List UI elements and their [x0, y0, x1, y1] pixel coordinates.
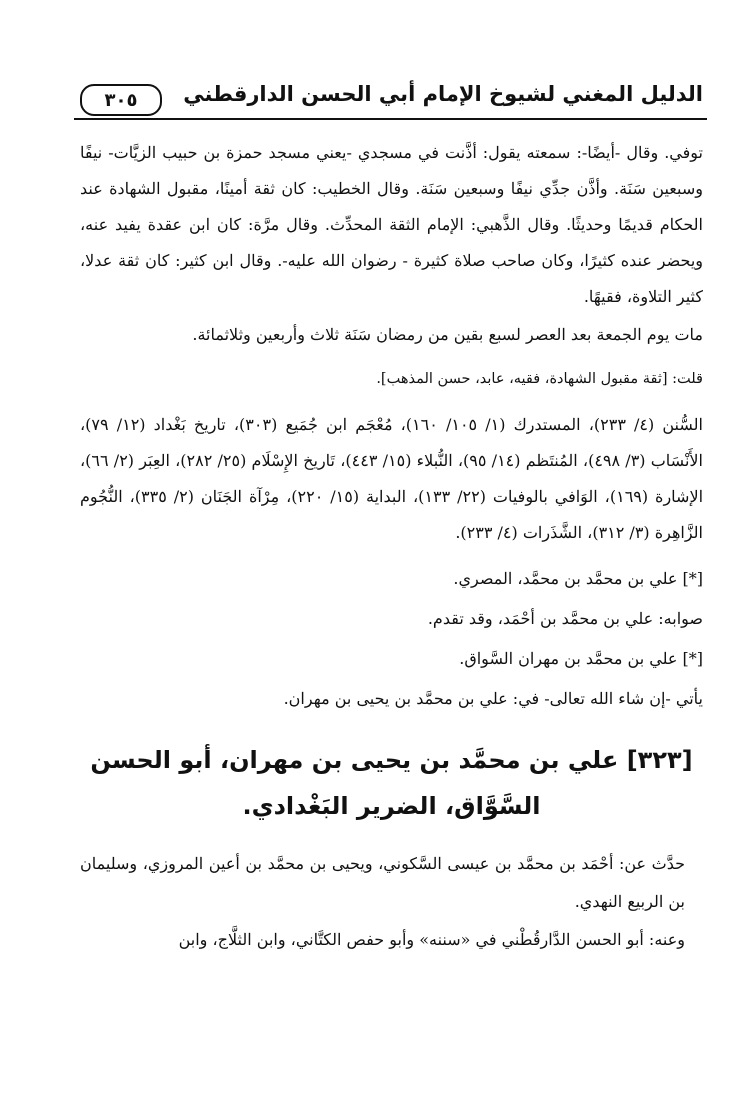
entry-line: يأتي -إن شاء الله تعالى- في: علي بن محمَّد بن يحيى بن مهران.: [283, 689, 703, 708]
running-title: الدليل المغني لشيوخ الإمام أبي الحسن الدارقطني: [183, 82, 703, 106]
biography-paragraph: توفي. وقال -أيضًا-: سمعته يقول: أذَّنت في مسجدي -يعني مسجد حمزة بن حبيب الزيَّات- نيفًا وسبعين سَنَة. وأذَّن جدِّي نيفًا وسبعين سَنَة. وقال الخطيب: كان ثقة أمينًا، مقبول الشهادة عند الحكام قديمًا وحديثًا. وقال الذَّهبي: الإمام الثقة المحدِّث. وقال مرَّة: كان ابن عقدة يفيد عنه، ويحضر عنده كثيرًا، وكان صاحب صلاة كثيرة - رضوان الله عليه-. وقال ابن كثير: كان ثقة عدلا، كثير التلاوة، فقيهًا.: [80, 143, 703, 306]
page-header: [74, 78, 707, 120]
sources-list: السُّنن (٤/ ٢٣٣)، المستدرك (١/ ١٠٥/ ١٦٠)، مُعْجَم ابن جُمَيع (٣٠٣)، تاريخ بَغْداد (١٢/ ٧٩)، الأَنْسَاب (٣/ ٤٩٨)، المُنتَظم (١٤/ ٩٥)، النُّبلاء (١٥/ ٤٤٣)، تَاريخ الإِسْلَام (٢٥/ ٢٨٢)، العِبَر (٢/ ٦٦)، الإشارة (١٦٩)، الوَافي بالوفيات (٢٢/ ١٣٣)، البداية (١٥/ ٢٢٠)، مِرْآة الجَنَان (٢/ ٣٣٥)، النُّجُوم الزَّاهِرة (٣/ ٣١٢)، الشَّذَرات (٤/ ٢٣٣).: [80, 415, 704, 542]
page-number: ٣٠٥: [80, 84, 162, 116]
entry-line: [*] علي بن محمَّد بن مهران السَّواق.: [459, 649, 703, 668]
entry-heading: [٣٢٣] علي بن محمَّد بن يحيى بن مهران، أبو الحسن السَّوَّاق، الضرير البَغْدادي.: [90, 746, 693, 820]
editor-verdict: قلت: [ثقة مقبول الشهادة، فقيه، عابد، حسن المذهب].: [376, 371, 703, 387]
cross-reference-entries: [80, 559, 703, 719]
main-text: [80, 135, 703, 959]
entry-line: صوابه: علي بن محمَّد بن أحْمَد، وقد تقدم.: [427, 609, 703, 628]
entry-body: [80, 845, 703, 959]
teachers-paragraph: حدَّث عن: أحْمَد بن محمَّد بن عيسى السَّكوني، ويحيى بن محمَّد بن أعين المروزي، وسليمان بن الربيع النهدي.: [80, 854, 685, 911]
death-note: مات يوم الجمعة بعد العصر لسبع بقين من رمضان سَنَة ثلاث وأربعين وثلاثمائة.: [192, 325, 703, 344]
entry-line: [*] علي بن محمَّد بن محمَّد، المصري.: [453, 569, 703, 588]
students-paragraph: وعنه: أبو الحسن الدَّارقُطْني في «سننه» وأبو حفص الكتَّاني، وابن الثلَّاج، وابن: [178, 930, 685, 949]
